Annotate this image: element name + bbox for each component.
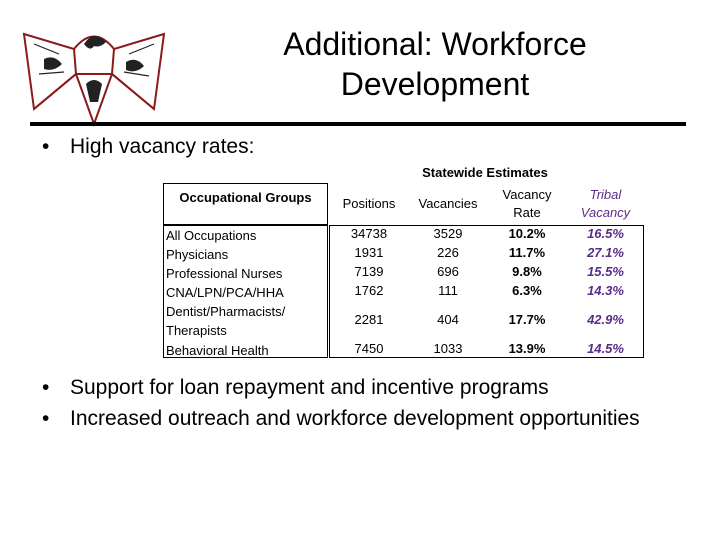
row-occupation xyxy=(166,302,326,340)
row-tribal-vacancy: 16.5% xyxy=(587,226,624,241)
header-vacancy-rate xyxy=(487,183,567,225)
row-positions: 34738 xyxy=(350,226,388,241)
title-line-1: Additional: Workforce xyxy=(283,26,587,62)
row-occupation: Professional Nurses xyxy=(166,266,283,281)
bullet-outreach xyxy=(42,405,642,433)
row-tribal-vacancy: 15.5% xyxy=(587,264,624,279)
row-vacancy-rate: 17.7% xyxy=(508,312,546,327)
row-occupation: Behavioral Health xyxy=(166,343,269,358)
row-vacancy-rate: 10.2% xyxy=(508,226,546,241)
row-tribal-vacancy: 14.3% xyxy=(587,283,624,298)
row-positions: 2281 xyxy=(354,312,384,327)
table-caption: Statewide Estimates xyxy=(422,165,548,180)
row-occupation: All Occupations xyxy=(166,228,257,243)
row-tribal-vacancy: 27.1% xyxy=(587,245,624,260)
row-vacancies: 404 xyxy=(437,312,459,327)
header-positions: Positions xyxy=(342,196,396,211)
vacancy-table xyxy=(163,183,644,358)
bullet-dot-icon: • xyxy=(42,135,50,158)
title-divider xyxy=(30,122,686,126)
bullet-text: Increased outreach and workforce development opportunities xyxy=(70,407,640,430)
title-line-2: Development xyxy=(340,66,530,102)
bullet-vacancy-rates xyxy=(42,133,254,161)
row-occupation: Physicians xyxy=(166,247,229,262)
bullet-dot-icon: • xyxy=(42,376,50,399)
row-positions: 1762 xyxy=(354,283,384,298)
header-occupational-groups: Occupational Groups xyxy=(163,183,328,225)
row-vacancy-rate: 13.9% xyxy=(508,341,546,356)
bullet-text: High vacancy rates: xyxy=(70,135,255,158)
bullet-dot-icon: • xyxy=(42,407,50,430)
eagle-emblem-icon xyxy=(14,14,174,134)
row-tribal-vacancy: 42.9% xyxy=(587,312,624,327)
header-vacancy-rate-line1: Vacancy xyxy=(502,187,552,202)
slide-title xyxy=(200,24,670,104)
header-tribal-line1: Tribal xyxy=(589,187,622,202)
row-vacancies: 3529 xyxy=(433,226,463,241)
row-occupation: CNA/LPN/PCA/HHA xyxy=(166,285,284,300)
row-occupation-line1: Dentist/Pharmacists/ xyxy=(166,304,286,319)
row-positions: 7139 xyxy=(354,264,384,279)
bullet-text: Support for loan repayment and incentive programs xyxy=(70,376,549,399)
row-tribal-vacancy: 14.5% xyxy=(587,341,624,356)
row-vacancies: 1033 xyxy=(433,341,463,356)
header-tribal-line2: Vacancy xyxy=(580,205,631,220)
row-occupation-line2: Therapists xyxy=(166,323,227,338)
row-vacancy-rate: 9.8% xyxy=(512,264,542,279)
row-vacancy-rate: 6.3% xyxy=(512,283,542,298)
row-positions: 7450 xyxy=(354,341,384,356)
row-vacancies: 111 xyxy=(438,283,458,298)
bullet-loan-repayment xyxy=(42,374,682,402)
row-vacancies: 696 xyxy=(437,264,459,279)
row-positions: 1931 xyxy=(354,245,384,260)
header-tribal-vacancy xyxy=(567,183,644,225)
header-vacancies: Vacancies xyxy=(418,196,478,211)
row-vacancies: 226 xyxy=(437,245,459,260)
row-vacancy-rate: 11.7% xyxy=(508,245,546,260)
header-vacancy-rate-line2: Rate xyxy=(513,205,541,220)
